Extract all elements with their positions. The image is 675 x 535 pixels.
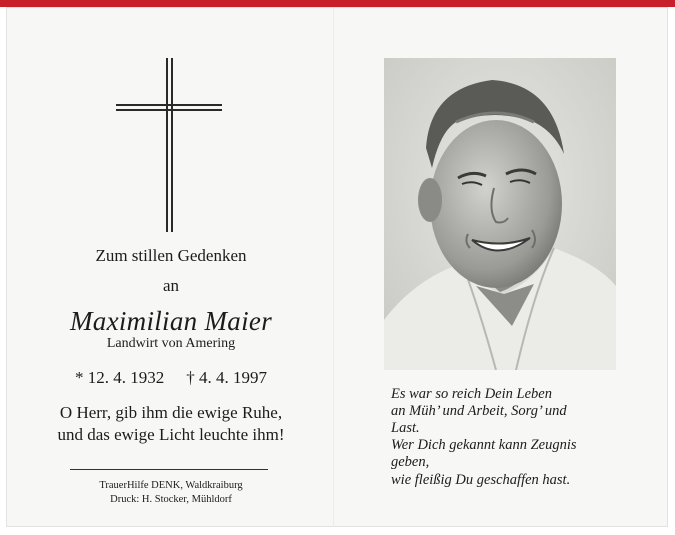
deceased-occupation: Landwirt von Amering [106, 336, 236, 351]
prayer-line-2: und das ewige Licht leuchte ihm! [57, 425, 285, 444]
memorial-heading: Zum stillen Gedenken [95, 246, 247, 265]
memorial-preposition: an [162, 276, 180, 295]
top-red-border [0, 0, 675, 7]
publisher-credit: TrauerHilfe DENK, Waldkraiburg [99, 480, 243, 491]
death-date: † 4. 4. 1997 [186, 368, 267, 387]
cross-icon [116, 58, 222, 232]
divider-rule [70, 469, 268, 470]
deceased-name: Maximilian Maier [69, 306, 272, 336]
printer-credit: Druck: H. Stocker, Mühldorf [110, 494, 232, 505]
life-dates [40, 368, 302, 388]
prayer-line-1: O Herr, gib ihm die ewige Ruhe, [59, 403, 283, 422]
verse-line: Es war so reich Dein Leben [391, 386, 552, 402]
verse-line: wie fleißig Du geschaffen hast. [391, 472, 571, 488]
portrait-photo [384, 58, 616, 370]
birth-date: * 12. 4. 1932 [75, 368, 165, 387]
verse-line: Last. [391, 420, 420, 436]
card-fold-line [333, 7, 334, 527]
verse-line: Wer Dich gekannt kann Zeugnis [391, 437, 577, 453]
verse-line: an Müh’ und Arbeit, Sorg’ und [391, 403, 567, 419]
verse-line: geben, [391, 454, 430, 470]
